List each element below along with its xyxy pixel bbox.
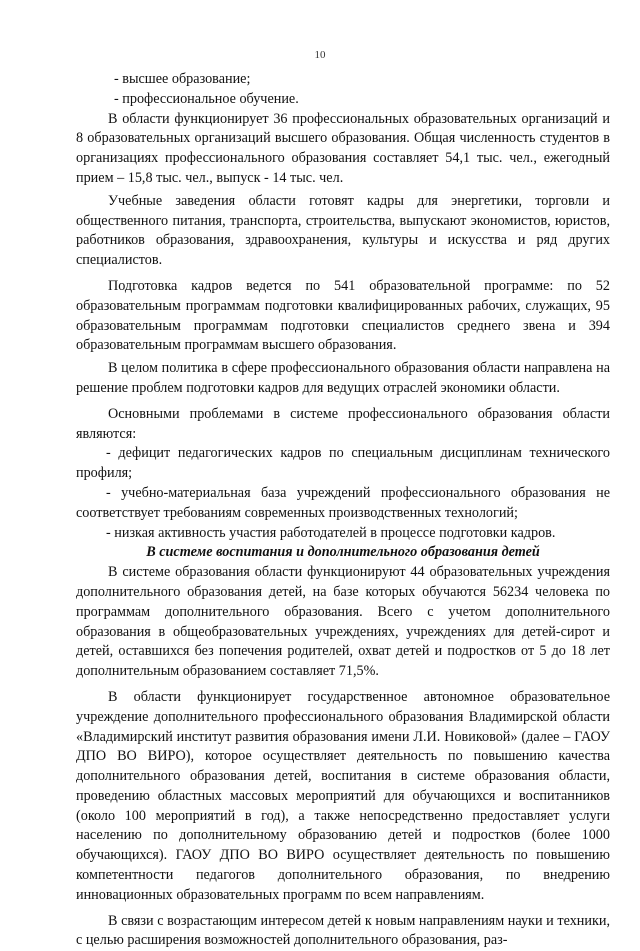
problem-item-material-base: - учебно-материальная база учреждений профессионального образования не соответствует требованиям современных производственных технологий;	[76, 484, 610, 521]
paragraph-policy: В целом политика в сфере профессионального образования области направлена на решение проблем подготовки кадров для ведущих отраслей экономики области.	[76, 360, 610, 396]
paragraph-training-areas: Учебные заведения области готовят кадры для энергетики, торговли и общественного питания, транспорта, строительства, выпускают экономистов, юристов, работников образования, здравоохранения, культуры и искусства и ряд других специалистов.	[76, 192, 610, 269]
paragraph-new-directions: В связи с возрастающим интересом детей к новым направлениям науки и техники, с целью расширения возможностей дополнительного образования, раз-	[76, 912, 610, 949]
problem-item-teacher-deficit: - дефицит педагогических кадров по специальным дисциплинам технического профиля;	[76, 445, 610, 482]
document-body	[76, 70, 610, 951]
list-item-higher-education: - высшее образование;	[114, 71, 251, 87]
paragraph-additional-education: В системе образования области функционируют 44 образовательных учреждения дополнительного образования детей, на базе которых обучаются 56234 человека по программам дополнительного образования. Всего с учетом дополнительного образования в общеобразовательных учреждениях, учреждениях для детей-сирот и детей, оставшихся без попечения родителей, охват детей и подростков от 5 до 18 лет дополнительным образованием составляет 71,5%.	[76, 564, 610, 680]
paragraph-viro-institute: В области функционирует государственное автономное образовательное учреждение дополнительного профессионального образования Владимирской области «Владимирский институт развития образования имени Л.И. Новиковой» (далее – ГАОУ ДПО ВО ВИРО), которое осуществляет деятельность по повышению качества дополнительного образования детей, воспитания в системе образования области, проведению областных массовых мероприятий для обучающихся и воспитанников (около 100 мероприятий в год), а также непосредственно предоставляет услуги населению по дополнительному образованию детей и подростков (более 1000 обучающихся). ГАОУ ДПО ВО ВИРО осуществляет деятельность по повышению компетентности педагогов дополнительного образования, по внедрению инновационных образовательных программ по всем направлениям.	[76, 688, 610, 903]
paragraph-problems-intro: Основными проблемами в системе профессионального образования области являются:	[76, 405, 610, 442]
paragraph-organizations: В области функционирует 36 профессиональных образовательных организаций и 8 образовательных организаций высшего образования. Общая численность студентов в организациях профессионального образования составляет 54,1 тыс. чел., ежегодный прием – 15,8 тыс. чел., выпуск - 14 тыс. чел.	[76, 110, 610, 186]
problem-item-employer-activity: - низкая активность участия работодателей в процессе подготовки кадров.	[106, 524, 556, 541]
list-item-vocational-training: - профессиональное обучение.	[114, 90, 299, 107]
section-heading: В системе воспитания и дополнительного образования детей	[146, 544, 540, 561]
paragraph-programs: Подготовка кадров ведется по 541 образовательной программе: по 52 образовательным программам подготовки квалифицированных рабочих, служащих, 95 образовательным программам подготовки специалистов среднего звена и 394 образовательным программам высшего образования.	[76, 277, 610, 354]
page-number: 10	[314, 49, 326, 61]
